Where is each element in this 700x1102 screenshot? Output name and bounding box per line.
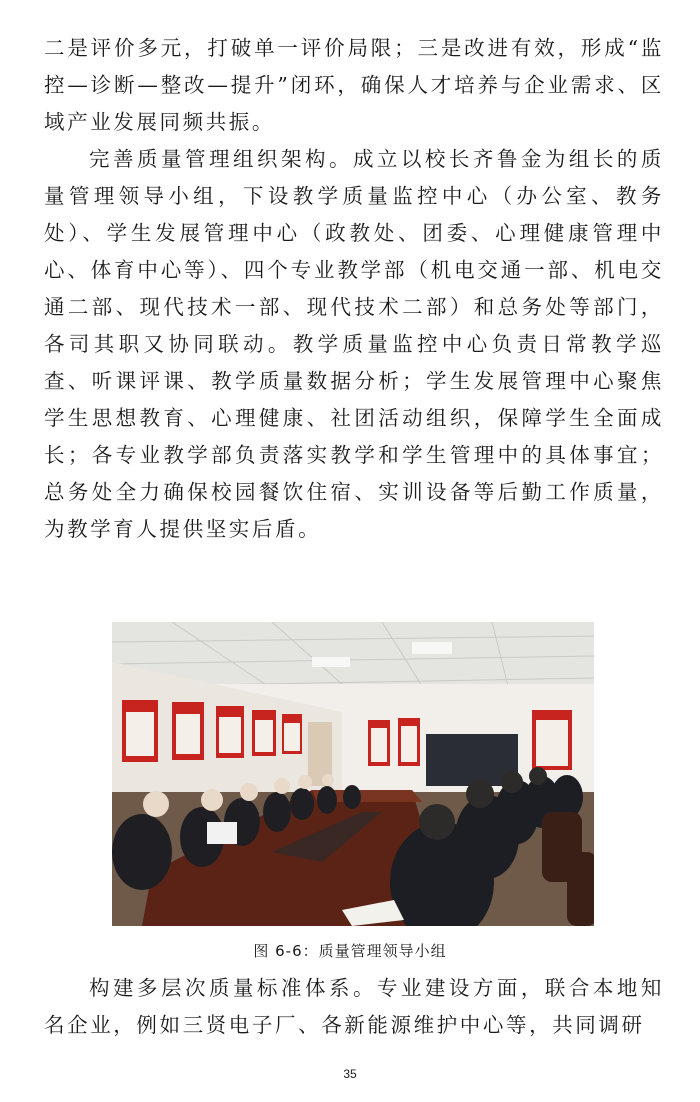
page-number: 35 — [343, 1067, 357, 1081]
body-text-bottom — [44, 970, 664, 1044]
body-text-top — [44, 30, 664, 548]
figure-caption: 图 6-6：质量管理领导小组 — [253, 942, 447, 960]
meeting-photo — [112, 622, 594, 926]
paragraph-1: 二是评价多元，打破单一评价局限；三是改进有效，形成“监控—诊断—整改—提升”闭环，确保人才培养与企业需求、区域产业发展同频共振。 — [44, 36, 664, 134]
paragraph-3: 构建多层次质量标准体系。专业建设方面，联合本地知名企业，例如三贤电子厂、各新能源维护中心等，共同调研 — [44, 976, 664, 1037]
paragraph-2: 完善质量管理组织架构。成立以校长齐鲁金为组长的质量管理领导小组，下设教学质量监控中心（办公室、教务处）、学生发展管理中心（政教处、团委、心理健康管理中心、体育中心等）、四个专业教学部（机电交通一部、机电交通二部、现代技术一部、现代技术二部）和总务处等部门，各司其职又协同联动。教学质量监控中心负责日常教学巡查、听课评课、教学质量数据分析；学生发展管理中心聚焦学生思想教育、心理健康、社团活动组织，保障学生全面成长；各专业教学部负责落实教学和学生管理中的具体事宜；总务处全力确保校园餐饮住宿、实训设备等后勤工作质量，为教学育人提供坚实后盾。 — [44, 147, 664, 541]
